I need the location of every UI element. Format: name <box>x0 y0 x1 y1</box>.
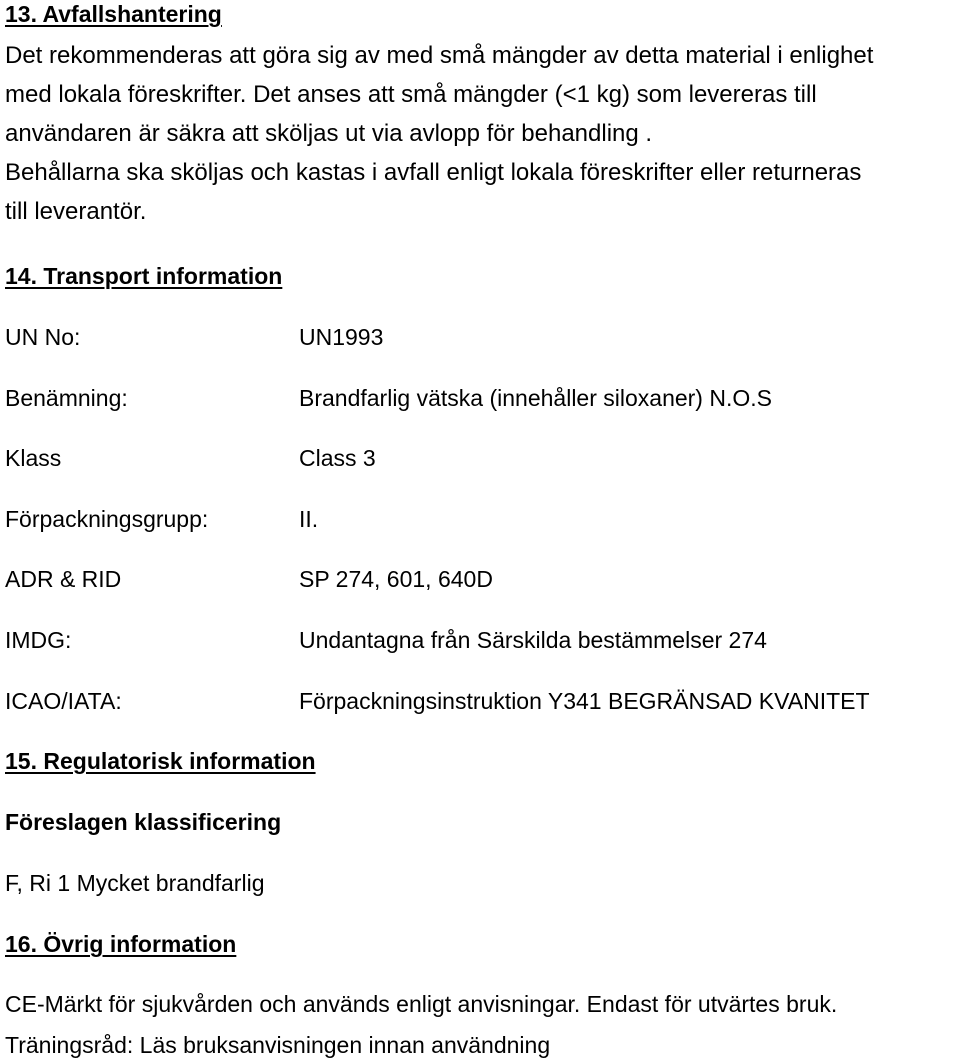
row-label: Benämning: <box>5 385 128 411</box>
row-value: Undantagna från Särskilda bestämmelser 274 <box>299 627 767 653</box>
row-label: ICAO/IATA: <box>5 688 122 714</box>
row-label: ADR & RID <box>5 566 122 592</box>
section-16-line: Träningsråd: Läs bruksanvisningen innan användning <box>5 1032 551 1058</box>
section-13-line: användaren är säkra att sköljas ut via avlopp för behandling . <box>5 120 653 147</box>
row-label: Förpackningsgrupp: <box>5 506 209 532</box>
section-13-heading: 13. Avfallshantering <box>5 1 222 27</box>
row-label: UN No: <box>5 324 81 350</box>
section-13-line: till leverantör. <box>5 198 147 225</box>
section-13-line: Behållarna ska sköljas och kastas i avfall enligt lokala föreskrifter eller returneras <box>5 159 862 186</box>
row-value: II. <box>299 506 319 532</box>
row-value: SP 274, 601, 640D <box>299 566 493 592</box>
section-16-heading: 16. Övrig information <box>5 931 237 957</box>
section-15-subheading: Föreslagen klassificering <box>5 809 282 835</box>
row-value: Brandfarlig vätska (innehåller siloxaner) N.O.S <box>299 385 772 411</box>
row-value: UN1993 <box>299 324 384 350</box>
section-15-text: F, Ri 1 Mycket brandfarlig <box>5 870 265 896</box>
row-value: Förpackningsinstruktion Y341 BEGRÄNSAD KVANITET <box>299 688 870 714</box>
row-label: IMDG: <box>5 627 72 653</box>
section-13-line: med lokala föreskrifter. Det anses att små mängder (<1 kg) som levereras till <box>5 81 817 108</box>
row-label: Klass <box>5 445 62 471</box>
row-value: Class 3 <box>299 445 376 471</box>
section-15-heading: 15. Regulatorisk information <box>5 748 316 774</box>
section-16-line: CE-Märkt för sjukvården och används enligt anvisningar. Endast för utvärtes bruk. <box>5 991 838 1017</box>
section-14-heading: 14. Transport information <box>5 263 283 289</box>
section-13-paragraph <box>5 36 955 231</box>
section-13-line: Det rekommenderas att göra sig av med små mängder av detta material i enlighet <box>5 42 874 69</box>
